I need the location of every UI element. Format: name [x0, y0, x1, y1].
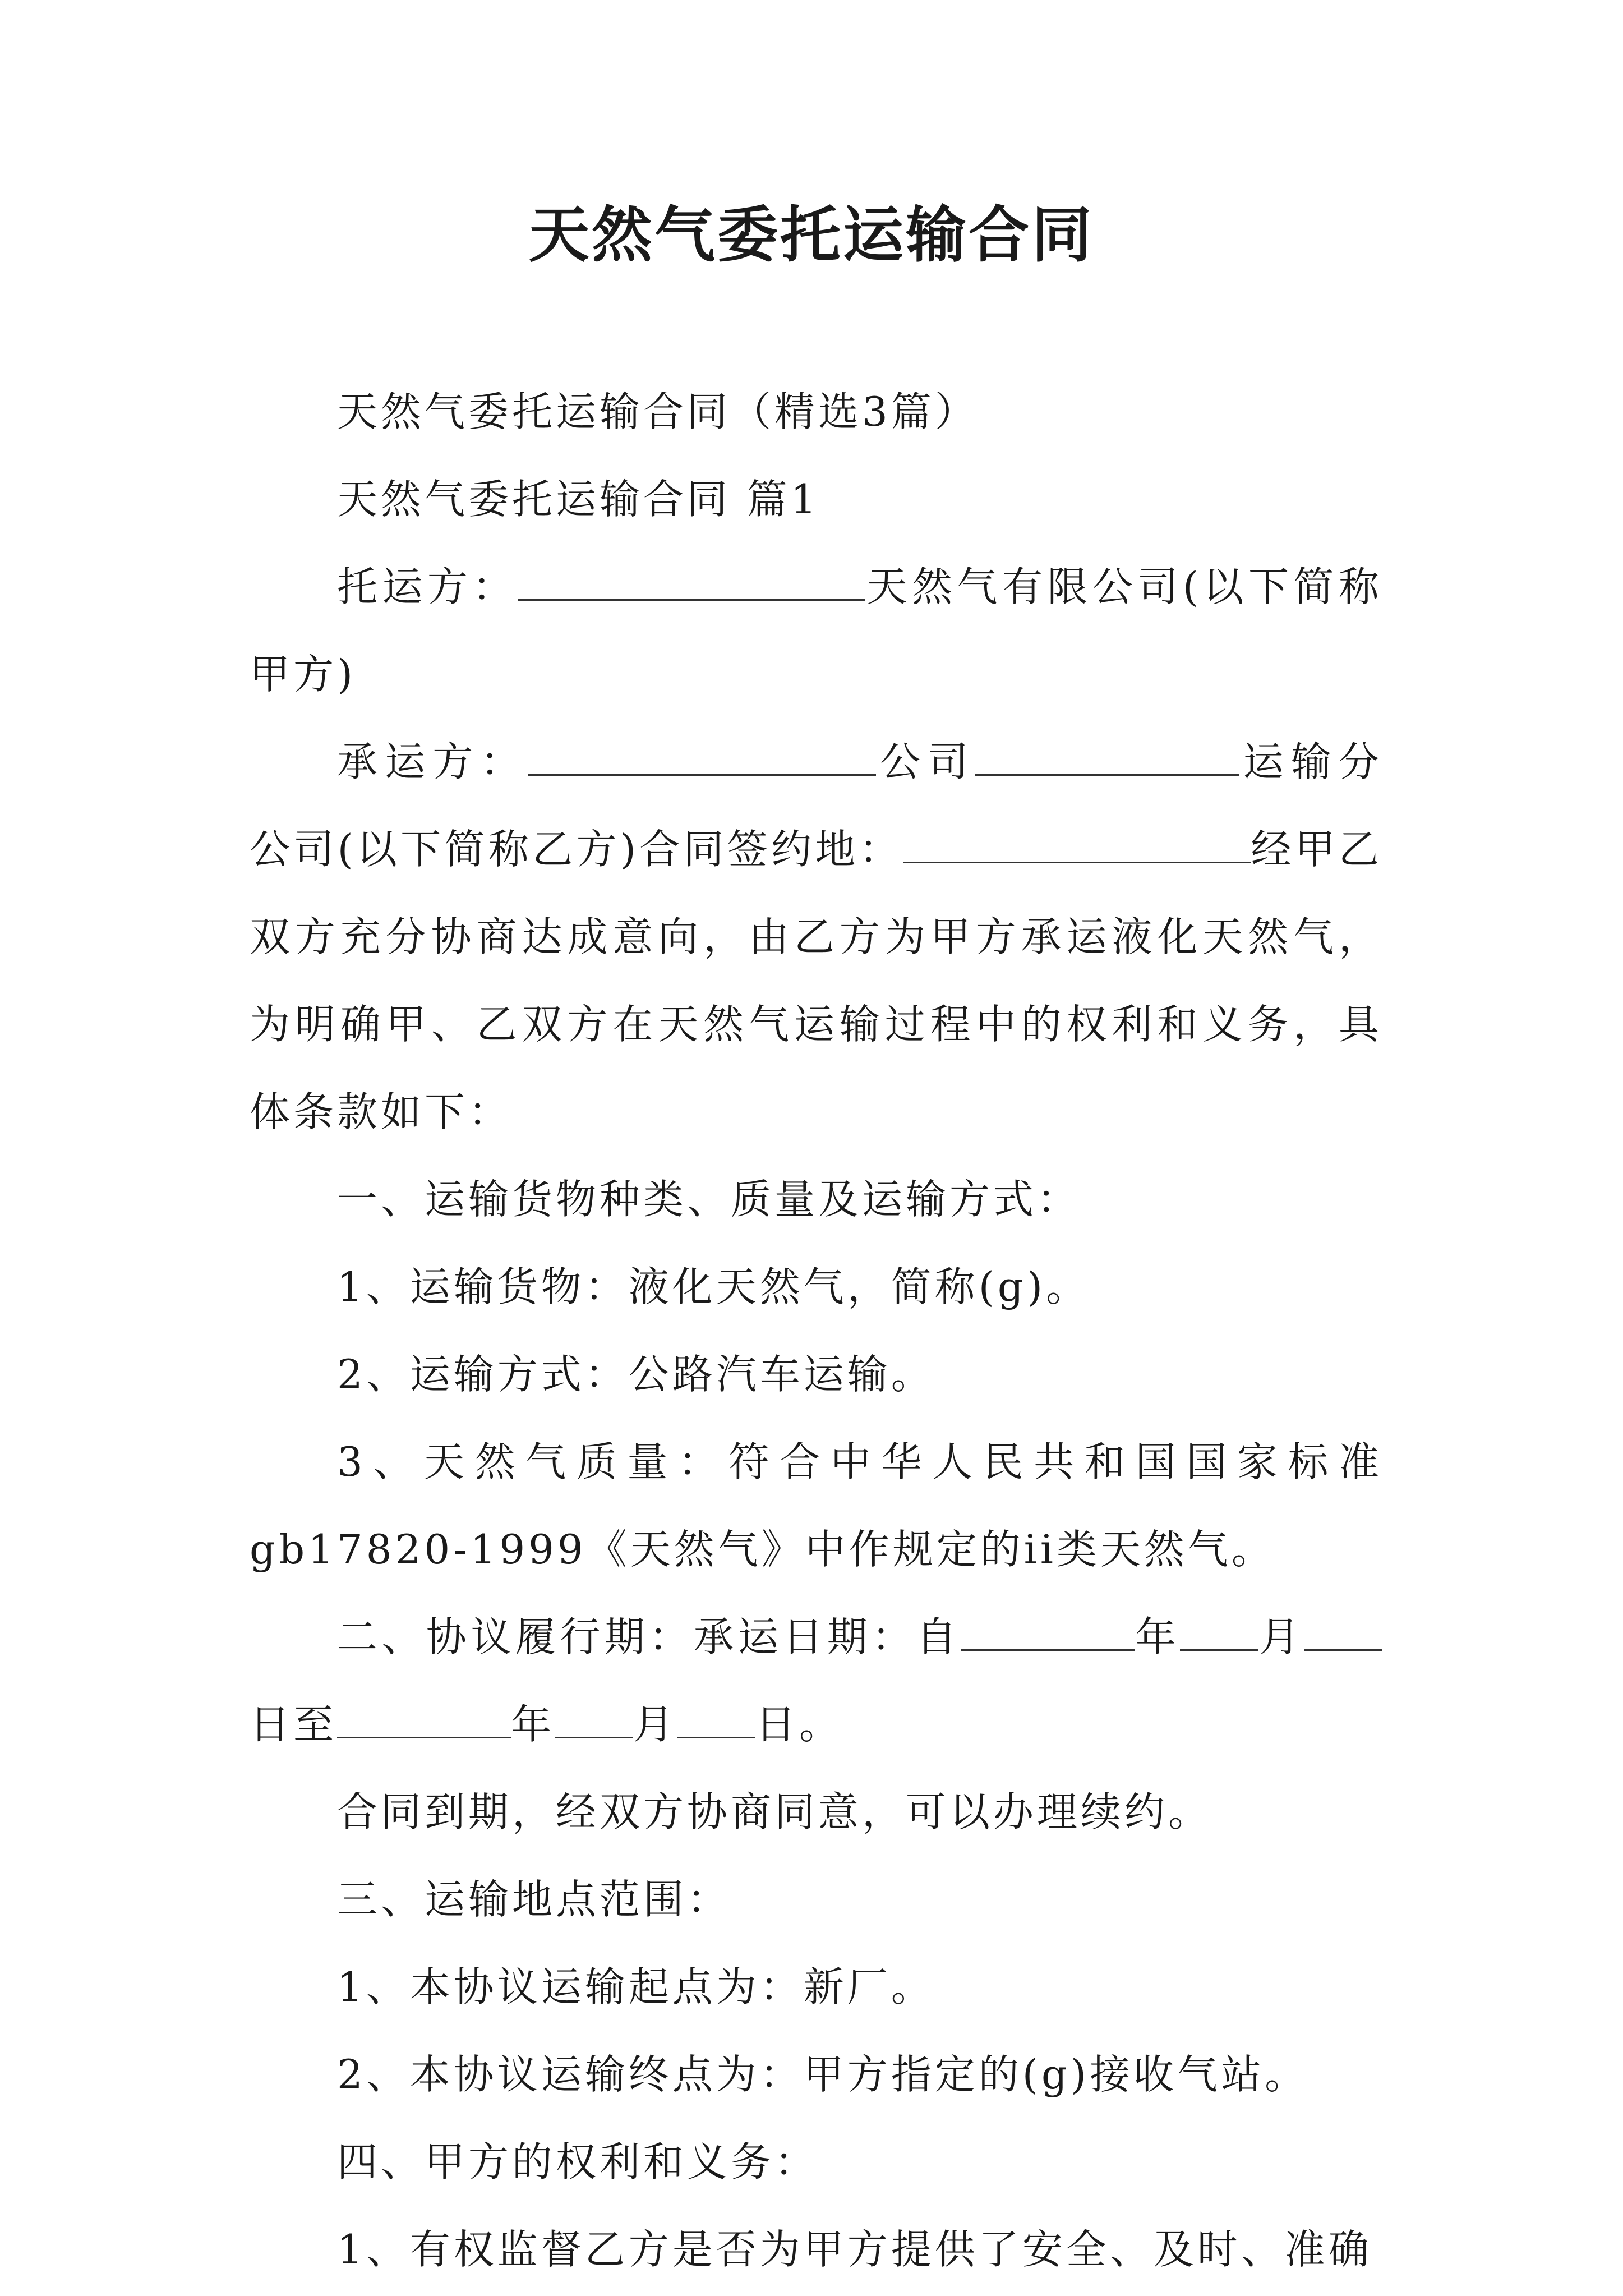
- end-year-word: 年: [511, 1701, 555, 1748]
- carrier-company-word: 公司: [875, 738, 976, 785]
- clause3-heading: 三、运输地点范围：: [337, 1876, 731, 1923]
- clause1-item1: 1、运输货物：液化天然气，简称(g)。: [337, 1263, 1090, 1310]
- clause2-to-word: 日至: [250, 1701, 338, 1748]
- document-body: [250, 368, 1382, 2293]
- shipper-label: 托运方：: [337, 563, 518, 610]
- section-heading: 天然气委托运输合同 篇1: [337, 476, 820, 523]
- start-month-word: 月: [1258, 1613, 1304, 1660]
- shipper-suffix: 天然气有限公司(以下简称甲方): [250, 563, 1382, 698]
- clause3-item1: 1、本协议运输起点为：新厂。: [337, 1963, 935, 2010]
- start-year-word: 年: [1135, 1613, 1181, 1660]
- end-month-word: 月: [633, 1701, 677, 1748]
- start-day-blank: [1304, 1617, 1382, 1651]
- shipper-paragraph: [250, 543, 1382, 718]
- start-year-blank: [961, 1617, 1135, 1651]
- clause2-renewal: 合同到期，经双方协商同意，可以办理续约。: [337, 1788, 1212, 1835]
- clause1-heading: 一、运输货物种类、质量及运输方式：: [337, 1176, 1081, 1223]
- carrier-intro-text: 经甲乙双方充分协商达成意向，由乙方为甲方承运液化天然气，为明确甲、乙双方在天然气运输过程中的权利和义务，具体条款如下：: [250, 826, 1382, 1135]
- document-subtitle: 天然气委托运输合同（精选3篇）: [337, 388, 979, 435]
- end-day-blank: [677, 1704, 755, 1738]
- clause4-heading: 四、甲方的权利和义务：: [337, 2138, 819, 2185]
- start-month-blank: [1180, 1617, 1258, 1651]
- carrier-branch-word: 运输分公司(以下简称乙方)合同签约地：: [250, 738, 1382, 873]
- clause3-item2: 2、本协议运输终点为：甲方指定的(g)接收气站。: [337, 2051, 1309, 2098]
- carrier-name-blank: [528, 742, 876, 776]
- carrier-branch-blank: [975, 742, 1239, 776]
- carrier-label: 承运方：: [337, 738, 528, 785]
- shipper-name-blank: [518, 567, 865, 601]
- clause2-end-word: 日。: [755, 1701, 843, 1748]
- end-month-blank: [555, 1704, 633, 1738]
- signing-place-blank: [903, 829, 1251, 863]
- clause1-item2: 2、运输方式：公路汽车运输。: [337, 1351, 935, 1398]
- clause1-item3: 3、天然气质量：符合中华人民共和国国家标准gb17820-1999《天然气》中作规定的ii类天然气。: [250, 1438, 1382, 1573]
- document-title: 天然气委托运输合同: [528, 200, 1094, 270]
- carrier-paragraph: [250, 718, 1382, 1156]
- clause2-prefix: 二、协议履行期：承运日期：自: [337, 1613, 961, 1660]
- clause4-item1: 1、有权监督乙方是否为甲方提供了安全、及时、准确: [337, 2226, 1372, 2273]
- clause2-term: [250, 1593, 1382, 1768]
- end-year-blank: [337, 1704, 511, 1738]
